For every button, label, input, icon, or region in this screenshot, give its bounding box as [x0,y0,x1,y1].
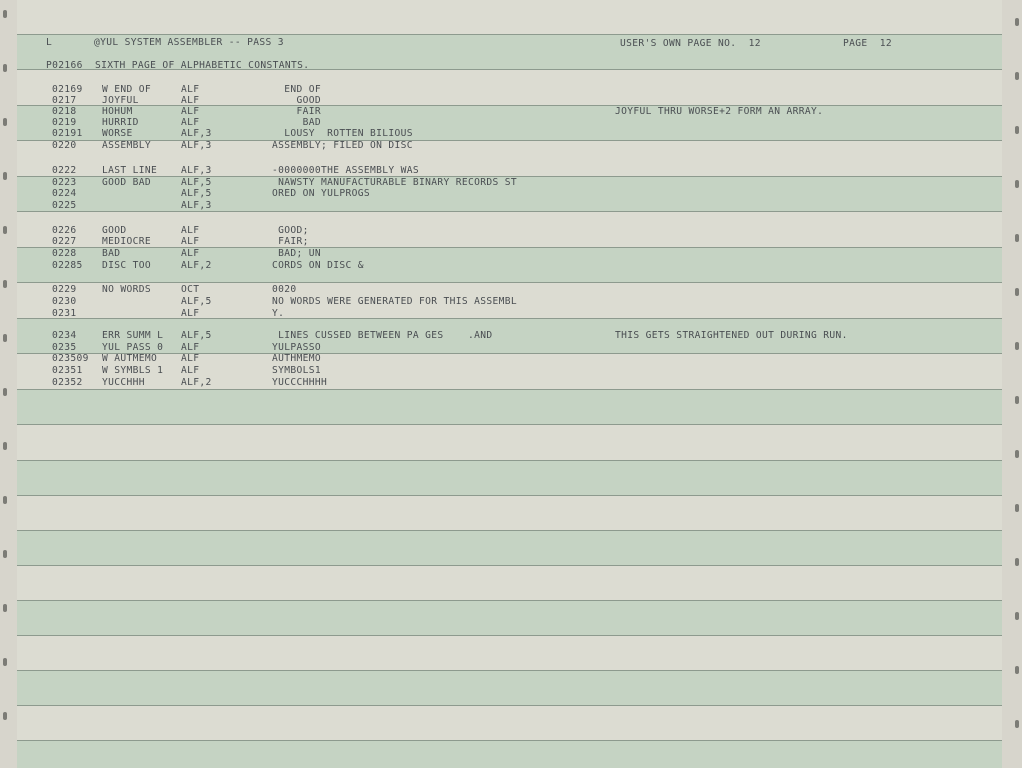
feed-hole [3,496,7,504]
green-bar [17,600,1002,636]
line-operand: ASSEMBLY; FILED ON DISC [272,140,413,151]
line-label: NO WORDS [102,284,152,295]
line-address: 02351 [52,365,83,376]
header-title: @YUL SYSTEM ASSEMBLER -- PASS 3 [94,37,284,48]
green-bar [17,740,1002,768]
feed-hole [1015,666,1019,674]
line-operand: ORED ON YULPROGS [272,188,371,199]
line-label: YUL PASS 0 [102,342,164,353]
line-opcode: ALF [181,248,200,259]
line-opcode: ALF,5 [181,296,212,307]
line-operand: AUTHMEMO [272,353,322,364]
line-operand: LOUSY ROTTEN BILIOUS [272,128,413,139]
line-label: YUCCHHH [102,377,145,388]
feed-hole [1015,18,1019,26]
line-address: 0226 [52,225,77,236]
line-address: 023509 [52,353,89,364]
feed-hole [3,118,7,126]
line-address: 02352 [52,377,83,388]
feed-hole [3,604,7,612]
line-opcode: ALF,3 [181,200,212,211]
line-opcode: ALF [181,106,200,117]
line-operand: YULPASSO [272,342,322,353]
feed-hole [1015,612,1019,620]
tractor-strip-right [1002,0,1022,768]
green-bar [17,247,1002,283]
feed-hole [3,658,7,666]
feed-hole [3,226,7,234]
feed-hole [1015,72,1019,80]
feed-hole [3,280,7,288]
line-opcode: ALF,3 [181,128,212,139]
line-operand: CORDS ON DISC & [272,260,364,271]
tractor-strip-left [0,0,17,768]
feed-hole [1015,720,1019,728]
line-address: 02191 [52,128,83,139]
line-address: 02285 [52,260,83,271]
line-opcode: ALF,3 [181,165,212,176]
line-opcode: ALF [181,308,200,319]
line-label: MEDIOCRE [102,236,152,247]
feed-hole [3,10,7,18]
feed-hole [3,172,7,180]
line-opcode: ALF,5 [181,177,212,188]
line-address: 0224 [52,188,77,199]
line-address: 0217 [52,95,77,106]
line-opcode: ALF [181,95,200,106]
line-address: 0223 [52,177,77,188]
header-mark: L [46,37,53,48]
line-operand: Y. [272,308,285,319]
page-number: PAGE 12 [843,38,893,49]
feed-hole [3,388,7,396]
line-label: GOOD BAD [102,177,152,188]
line-address: 0235 [52,342,77,353]
green-bar [17,318,1002,354]
line-operand: 0020 [272,284,297,295]
line-opcode: ALF [181,225,200,236]
feed-hole [1015,396,1019,404]
line-address: 0230 [52,296,77,307]
line-opcode: ALF [181,117,200,128]
line-address: 0227 [52,236,77,247]
line-operand: YUCCCHHHH [272,377,328,388]
feed-hole [3,712,7,720]
line-operand: BAD; UN [272,248,322,259]
line-operand: -0000000THE ASSEMBLY WAS [272,165,420,176]
feed-hole [1015,126,1019,134]
line-opcode: ALF [181,353,200,364]
line-label: DISC TOO [102,260,152,271]
users-page-number: USER'S OWN PAGE NO. 12 [620,38,761,49]
listing-subtitle: P02166 SIXTH PAGE OF ALPHABETIC CONSTANTS. [46,60,310,71]
feed-hole [1015,558,1019,566]
line-remark: JOYFUL THRU WORSE+2 FORM AN ARRAY. [615,106,824,117]
green-bar [17,105,1002,141]
line-operand: LINES CUSSED BETWEEN PA GES .AND [272,330,493,341]
line-label: W SYMBLS 1 [102,365,164,376]
line-address: 0231 [52,308,77,319]
line-opcode: ALF,3 [181,140,212,151]
line-opcode: ALF,2 [181,377,212,388]
line-address: 0222 [52,165,77,176]
feed-hole [1015,342,1019,350]
feed-hole [1015,234,1019,242]
feed-hole [3,334,7,342]
line-operand: BAD [272,117,322,128]
feed-hole [3,64,7,72]
line-remark: THIS GETS STRAIGHTENED OUT DURING RUN. [615,330,848,341]
line-label: WORSE [102,128,133,139]
green-bar [17,460,1002,496]
line-address: 0219 [52,117,77,128]
line-operand: SYMBOLS1 [272,365,322,376]
green-bar [17,670,1002,706]
line-address: 0234 [52,330,77,341]
line-address: 02169 [52,84,83,95]
line-operand: NO WORDS WERE GENERATED FOR THIS ASSEMBL [272,296,518,307]
line-opcode: ALF [181,236,200,247]
line-operand: GOOD; [272,225,309,236]
feed-hole [1015,504,1019,512]
line-label: GOOD [102,225,127,236]
green-bar [17,530,1002,566]
line-opcode: ALF [181,342,200,353]
line-operand: FAIR [272,106,322,117]
line-opcode: ALF [181,84,200,95]
feed-hole [3,442,7,450]
line-opcode: ALF [181,365,200,376]
line-operand: NAWSTY MANUFACTURABLE BINARY RECORDS ST [272,177,518,188]
line-label: W END OF [102,84,152,95]
line-address: 0218 [52,106,77,117]
line-label: HURRID [102,117,139,128]
line-label: ASSEMBLY [102,140,152,151]
line-operand: END OF [272,84,322,95]
line-address: 0220 [52,140,77,151]
line-address: 0229 [52,284,77,295]
line-label: BAD [102,248,121,259]
line-label: JOYFUL [102,95,139,106]
feed-hole [1015,180,1019,188]
line-label: LAST LINE [102,165,158,176]
line-address: 0228 [52,248,77,259]
line-label: HOHUM [102,106,133,117]
green-bar [17,389,1002,425]
line-opcode: ALF,2 [181,260,212,271]
line-opcode: ALF,5 [181,330,212,341]
line-label: W AUTMEMO [102,353,158,364]
line-address: 0225 [52,200,77,211]
feed-hole [1015,450,1019,458]
line-opcode: ALF,5 [181,188,212,199]
feed-hole [1015,288,1019,296]
line-operand: GOOD [272,95,322,106]
line-opcode: OCT [181,284,200,295]
feed-hole [3,550,7,558]
line-operand: FAIR; [272,236,309,247]
line-label: ERR SUMM L [102,330,164,341]
